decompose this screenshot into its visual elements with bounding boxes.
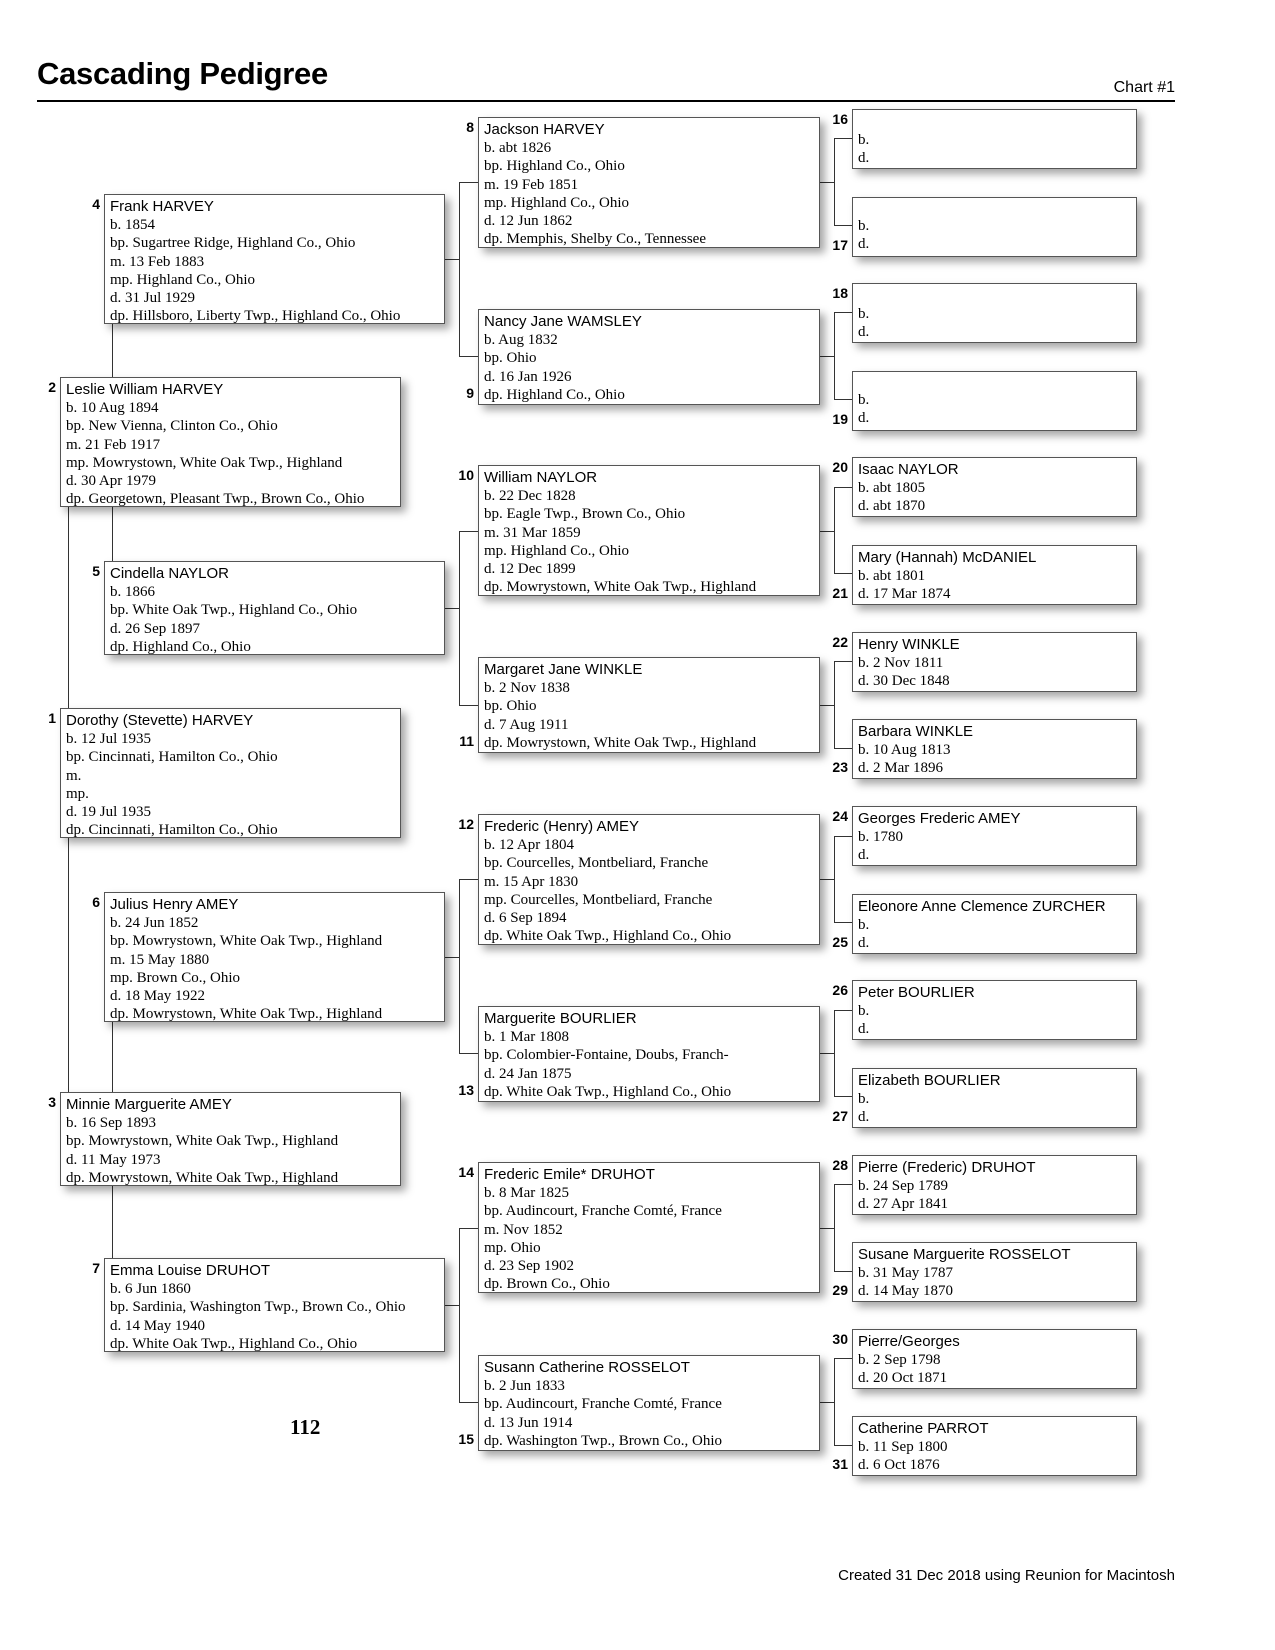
person-detail-line: bp. Sugartree Ridge, Highland Co., Ohio (110, 235, 356, 252)
ahnentafel-number: 4 (92, 196, 100, 212)
connector-line (459, 1228, 460, 1403)
person-detail-line: dp. Mowrystown, White Oak Twp., Highland (484, 579, 757, 596)
person-detail-line: b. abt 1805 (858, 480, 926, 496)
person-detail-line: bp. Audincourt, Franche Comté, France (484, 1203, 722, 1220)
person-name: Leslie William HARVEY (66, 381, 224, 398)
person-box[interactable] (60, 377, 401, 507)
person-detail-line: m. 15 Apr 1830 (484, 873, 579, 890)
connector-line (834, 1271, 852, 1272)
person-detail-line: b. 1866 (110, 584, 155, 600)
person-detail-line: mp. Courcelles, Montbeliard, Franche (484, 891, 713, 908)
ahnentafel-number: 27 (832, 1108, 848, 1124)
person-detail-line: bp. Mowrystown, White Oak Twp., Highland (66, 1133, 339, 1150)
person-detail-line: b. (858, 1003, 870, 1019)
connector-line (459, 705, 478, 706)
person-detail-line: b. 10 Aug 1813 (858, 742, 951, 758)
person-detail-line: d. 14 May 1870 (858, 1283, 953, 1300)
person-name: Susann Catherine ROSSELOT (484, 1359, 690, 1376)
person-detail-line: d. (858, 236, 870, 253)
person-detail-line: b. (858, 1091, 870, 1107)
person-name: Pierre (Frederic) DRUHOT (858, 1159, 1036, 1176)
connector-line (459, 879, 460, 1054)
person-name: Isaac NAYLOR (858, 461, 959, 478)
person-detail-line: dp. Mowrystown, White Oak Twp., Highland (484, 734, 757, 751)
person-detail-line: d. 12 Dec 1899 (484, 561, 576, 578)
ahnentafel-number: 30 (832, 1331, 848, 1347)
ahnentafel-number: 20 (832, 459, 848, 475)
connector-line (445, 957, 459, 958)
person-name: Frederic Emile* DRUHOT (484, 1166, 655, 1183)
person-name: Pierre/Georges (858, 1333, 960, 1350)
person-box[interactable] (852, 1155, 1137, 1215)
ahnentafel-number: 31 (832, 1456, 848, 1472)
page-title: Cascading Pedigree (37, 56, 328, 91)
connector-line (112, 1022, 113, 1092)
person-detail-line: d. 12 Jun 1862 (484, 213, 573, 230)
person-detail-line: b. (858, 392, 870, 408)
person-box[interactable] (852, 371, 1137, 431)
page-number: 112 (290, 1415, 321, 1439)
connector-line (834, 1184, 835, 1271)
person-detail-line: d. 7 Aug 1911 (484, 716, 569, 733)
title-rule (37, 100, 1175, 102)
person-detail-line: b. abt 1826 (484, 140, 552, 156)
person-detail-line: b. 24 Jun 1852 (110, 915, 199, 931)
person-detail-line: bp. White Oak Twp., Highland Co., Ohio (110, 602, 358, 619)
person-name (858, 286, 1136, 305)
ahnentafel-number: 18 (832, 285, 848, 301)
ahnentafel-number: 7 (92, 1260, 100, 1276)
person-name (858, 374, 1136, 391)
connector-line (834, 1445, 852, 1446)
person-name: Minnie Marguerite AMEY (66, 1096, 232, 1113)
person-detail-line: d. 31 Jul 1929 (110, 290, 196, 307)
connector-line (834, 312, 835, 399)
person-name: Emma Louise DRUHOT (110, 1262, 271, 1279)
ahnentafel-number: 24 (832, 808, 848, 824)
connector-line (834, 487, 835, 573)
connector-line (445, 259, 459, 260)
person-detail-line: mp. Highland Co., Ohio (484, 194, 629, 211)
connector-line (834, 225, 852, 226)
person-detail-line: d. 14 May 1940 (110, 1317, 205, 1334)
person-box[interactable] (852, 719, 1137, 779)
person-box[interactable] (104, 194, 445, 324)
person-name: Marguerite BOURLIER (484, 1010, 637, 1027)
person-detail-line: b. 22 Dec 1828 (484, 488, 576, 504)
ahnentafel-number: 17 (832, 237, 848, 253)
connector-line (459, 531, 478, 532)
person-detail-line: m. (66, 767, 82, 784)
ahnentafel-number: 23 (832, 759, 848, 775)
ahnentafel-number: 14 (458, 1164, 474, 1180)
ahnentafel-number: 6 (92, 894, 100, 910)
person-box[interactable] (852, 1329, 1137, 1389)
person-detail-line: d. 6 Oct 1876 (858, 1457, 940, 1474)
person-box[interactable] (478, 1006, 820, 1102)
person-detail-line: b. 11 Sep 1800 (858, 1439, 948, 1455)
person-name: Jackson HARVEY (484, 121, 605, 138)
person-detail-line: bp. Highland Co., Ohio (484, 158, 625, 175)
person-detail-line: dp. Washington Twp., Brown Co., Ohio (484, 1432, 723, 1449)
person-detail-line: bp. Colombier-Fontaine, Doubs, Franch- (484, 1047, 729, 1064)
connector-line (820, 1053, 834, 1054)
person-detail-line: bp. Mowrystown, White Oak Twp., Highland (110, 933, 383, 950)
connector-line (112, 1186, 113, 1258)
person-detail-line: b. abt 1801 (858, 568, 926, 584)
person-box[interactable] (852, 632, 1137, 692)
connector-line (834, 573, 852, 574)
person-detail-line: d. (858, 1109, 870, 1126)
person-detail-line: b. 2 Sep 1798 (858, 1352, 941, 1368)
connector-line (834, 661, 852, 662)
ahnentafel-number: 11 (459, 733, 474, 749)
person-detail-line: b. 2 Jun 1833 (484, 1378, 565, 1394)
person-detail-line: d. 30 Apr 1979 (66, 473, 156, 490)
person-detail-line: d. 20 Oct 1871 (858, 1370, 948, 1387)
person-box[interactable] (852, 806, 1137, 866)
person-detail-line: m. 13 Feb 1883 (110, 253, 205, 270)
person-detail-line: b. 1 Mar 1808 (484, 1029, 569, 1045)
person-box[interactable] (104, 892, 445, 1022)
person-box[interactable] (104, 1258, 445, 1352)
chart-number: Chart #1 (1113, 79, 1175, 96)
person-box[interactable] (478, 117, 820, 248)
person-detail-line: b. (858, 132, 870, 148)
person-detail-line: dp. Mowrystown, White Oak Twp., Highland (66, 1169, 339, 1186)
connector-line (459, 1053, 478, 1054)
connector-line (834, 138, 835, 225)
person-box[interactable] (852, 109, 1137, 169)
person-name: Peter BOURLIER (858, 984, 975, 1001)
person-detail-line: m. 21 Feb 1917 (66, 436, 161, 453)
person-detail-line: dp. Brown Co., Ohio (484, 1276, 610, 1293)
person-box[interactable] (60, 1092, 401, 1186)
person-box[interactable] (478, 465, 820, 596)
person-detail-line: d. 24 Jan 1875 (484, 1065, 572, 1082)
connector-line (459, 182, 460, 357)
person-detail-line: bp. Eagle Twp., Brown Co., Ohio (484, 506, 686, 523)
ahnentafel-number: 10 (458, 467, 474, 483)
ahnentafel-number: 21 (832, 585, 848, 601)
person-detail-line: bp. New Vienna, Clinton Co., Ohio (66, 418, 278, 435)
person-name: Barbara WINKLE (858, 723, 974, 740)
person-detail-line: m. Nov 1852 (484, 1221, 563, 1238)
person-name: Eleonore Anne Clemence ZURCHER (858, 898, 1106, 915)
ahnentafel-number: 22 (832, 634, 848, 650)
person-name: Margaret Jane WINKLE (484, 661, 643, 678)
person-name (858, 112, 1136, 131)
connector-line (445, 608, 459, 609)
person-box[interactable] (478, 657, 820, 753)
connector-line (834, 1010, 835, 1096)
person-detail-line: d. (858, 847, 870, 864)
person-detail-line: d. 18 May 1922 (110, 988, 205, 1005)
person-detail-line: dp. Highland Co., Ohio (110, 638, 251, 655)
person-box[interactable] (852, 894, 1137, 954)
person-detail-line: dp. Hillsboro, Liberty Twp., Highland Co., Ohio (110, 308, 401, 325)
person-name: Mary (Hannah) McDANIEL (858, 549, 1037, 566)
ahnentafel-number: 1 (48, 710, 56, 726)
person-detail-line: m. 31 Mar 1859 (484, 524, 581, 541)
person-detail-line: d. 23 Sep 1902 (484, 1258, 574, 1275)
person-detail-line: mp. Highland Co., Ohio (110, 271, 255, 288)
person-name: Susane Marguerite ROSSELOT (858, 1246, 1071, 1263)
ahnentafel-number: 2 (48, 379, 56, 395)
person-name: Elizabeth BOURLIER (858, 1072, 1001, 1089)
connector-line (834, 1096, 852, 1097)
person-box[interactable] (852, 197, 1137, 257)
person-box[interactable] (478, 814, 820, 945)
connector-line (820, 531, 834, 532)
connector-line (820, 1402, 834, 1403)
person-detail-line: d. abt 1870 (858, 498, 926, 515)
ahnentafel-number: 19 (832, 411, 848, 427)
connector-line (834, 748, 852, 749)
footer-created: Created 31 Dec 2018 using Reunion for Macintosh (838, 1567, 1175, 1584)
connector-line (834, 661, 835, 748)
connector-line (834, 487, 852, 488)
connector-line (834, 836, 852, 837)
connector-line (820, 879, 834, 880)
person-box[interactable] (478, 309, 820, 405)
person-detail-line: dp. Mowrystown, White Oak Twp., Highland (110, 1006, 383, 1023)
connector-line (459, 182, 478, 183)
connector-line (834, 399, 852, 400)
person-detail-line: b. 12 Apr 1804 (484, 837, 574, 853)
person-detail-line: b. 8 Mar 1825 (484, 1185, 569, 1201)
person-name: Georges Frederic AMEY (858, 810, 1021, 827)
connector-line (459, 531, 460, 706)
person-detail-line: bp. Courcelles, Montbeliard, Franche (484, 855, 709, 872)
person-detail-line: mp. Brown Co., Ohio (110, 969, 241, 986)
person-detail-line: b. (858, 218, 870, 234)
person-detail-line: dp. White Oak Twp., Highland Co., Ohio (484, 928, 732, 945)
connector-line (820, 1228, 834, 1229)
connector-line (112, 507, 113, 561)
person-detail-line: bp. Sardinia, Washington Twp., Brown Co., Ohio (110, 1299, 406, 1316)
connector-line (820, 182, 834, 183)
connector-line (834, 138, 852, 139)
person-detail-line: d. 2 Mar 1896 (858, 760, 943, 777)
person-box[interactable] (852, 283, 1137, 343)
person-detail-line: dp. White Oak Twp., Highland Co., Ohio (110, 1335, 358, 1352)
connector-line (112, 324, 113, 377)
person-box[interactable] (852, 457, 1137, 517)
person-detail-line: d. 26 Sep 1897 (110, 620, 200, 637)
person-box[interactable] (852, 1068, 1137, 1128)
connector-line (834, 1358, 835, 1445)
person-detail-line: b. 31 May 1787 (858, 1265, 953, 1281)
ahnentafel-number: 16 (832, 111, 848, 127)
connector-line (834, 922, 852, 923)
connector-line (459, 879, 478, 880)
ahnentafel-number: 12 (458, 816, 474, 832)
person-detail-line: b. 2 Nov 1838 (484, 680, 570, 696)
ahnentafel-number: 5 (92, 563, 100, 579)
person-detail-line: bp. Ohio (484, 698, 537, 715)
person-box[interactable] (104, 561, 445, 655)
person-detail-line: mp. Ohio (484, 1239, 541, 1256)
person-detail-line: d. (858, 935, 870, 952)
person-detail-line: b. 1854 (110, 217, 155, 233)
person-box[interactable] (852, 1242, 1137, 1302)
person-detail-line: bp. Ohio (484, 350, 537, 367)
person-detail-line: b. (858, 917, 870, 933)
connector-line (834, 1184, 852, 1185)
person-detail-line: b. 24 Sep 1789 (858, 1178, 948, 1194)
ahnentafel-number: 25 (832, 934, 848, 950)
ahnentafel-number: 3 (48, 1094, 56, 1110)
person-detail-line: d. 17 Mar 1874 (858, 586, 951, 603)
ahnentafel-number: 28 (832, 1157, 848, 1173)
person-name: Catherine PARROT (858, 1420, 989, 1437)
connector-line (820, 356, 834, 357)
person-detail-line: mp. (66, 785, 89, 802)
person-name: William NAYLOR (484, 469, 598, 486)
connector-line (834, 1010, 852, 1011)
person-detail-line: mp. Highland Co., Ohio (484, 542, 629, 559)
person-detail-line: dp. Georgetown, Pleasant Twp., Brown Co., Ohio (66, 491, 365, 508)
person-detail-line: b. 16 Sep 1893 (66, 1115, 156, 1131)
ahnentafel-number: 29 (832, 1282, 848, 1298)
person-detail-line: bp. Audincourt, Franche Comté, France (484, 1396, 722, 1413)
person-box[interactable] (60, 708, 401, 838)
person-detail-line: d. 11 May 1973 (66, 1151, 161, 1168)
person-detail-line: d. (858, 324, 870, 341)
person-detail-line: dp. Cincinnati, Hamilton Co., Ohio (66, 822, 278, 839)
person-detail-line: b. 6 Jun 1860 (110, 1281, 191, 1297)
person-detail-line: d. 19 Jul 1935 (66, 804, 152, 821)
person-box[interactable] (478, 1355, 820, 1451)
connector-line (459, 356, 478, 357)
person-box[interactable] (852, 545, 1137, 605)
person-box[interactable] (852, 980, 1137, 1040)
person-name: Frederic (Henry) AMEY (484, 818, 640, 835)
connector-line (459, 1228, 478, 1229)
ahnentafel-number: 15 (458, 1431, 474, 1447)
person-detail-line: d. 27 Apr 1841 (858, 1196, 948, 1213)
connector-line (834, 1358, 852, 1359)
person-detail-line: d. (858, 150, 870, 167)
person-detail-line: dp. White Oak Twp., Highland Co., Ohio (484, 1083, 732, 1100)
person-detail-line: b. 12 Jul 1935 (66, 731, 152, 747)
person-name: Cindella NAYLOR (110, 565, 229, 582)
person-name: Nancy Jane WAMSLEY (484, 313, 642, 330)
person-box[interactable] (478, 1162, 820, 1293)
connector-line (445, 1305, 459, 1306)
person-detail-line: d. 6 Sep 1894 (484, 910, 567, 927)
person-name: Frank HARVEY (110, 198, 214, 215)
ahnentafel-number: 13 (458, 1082, 474, 1098)
person-detail-line: d. 13 Jun 1914 (484, 1414, 573, 1431)
person-name: Julius Henry AMEY (110, 896, 239, 913)
person-detail-line: d. (858, 1021, 870, 1038)
person-detail-line: d. 30 Dec 1848 (858, 673, 950, 690)
person-detail-line: d. (858, 410, 870, 427)
ahnentafel-number: 8 (466, 119, 474, 135)
person-detail-line: m. 19 Feb 1851 (484, 176, 579, 193)
person-detail-line: b. 2 Nov 1811 (858, 655, 944, 671)
connector-line (834, 836, 835, 922)
person-detail-line: b. 1780 (858, 829, 903, 845)
person-name (858, 200, 1136, 217)
connector-line (459, 1402, 478, 1403)
ahnentafel-number: 9 (466, 385, 474, 401)
person-detail-line: b. Aug 1832 (484, 332, 558, 348)
person-name: Dorothy (Stevette) HARVEY (66, 712, 254, 729)
person-detail-line: dp. Highland Co., Ohio (484, 386, 625, 403)
connector-line (820, 705, 834, 706)
person-detail-line: dp. Memphis, Shelby Co., Tennessee (484, 231, 706, 248)
person-detail-line: b. (858, 306, 870, 322)
ahnentafel-number: 26 (832, 982, 848, 998)
person-name: Henry WINKLE (858, 636, 960, 653)
person-detail-line: bp. Cincinnati, Hamilton Co., Ohio (66, 749, 278, 766)
person-detail-line: d. 16 Jan 1926 (484, 368, 572, 385)
person-detail-line: mp. Mowrystown, White Oak Twp., Highland (66, 454, 343, 471)
person-box[interactable] (852, 1416, 1137, 1476)
person-detail-line: b. 10 Aug 1894 (66, 400, 159, 416)
connector-line (834, 312, 852, 313)
person-detail-line: m. 15 May 1880 (110, 951, 210, 968)
